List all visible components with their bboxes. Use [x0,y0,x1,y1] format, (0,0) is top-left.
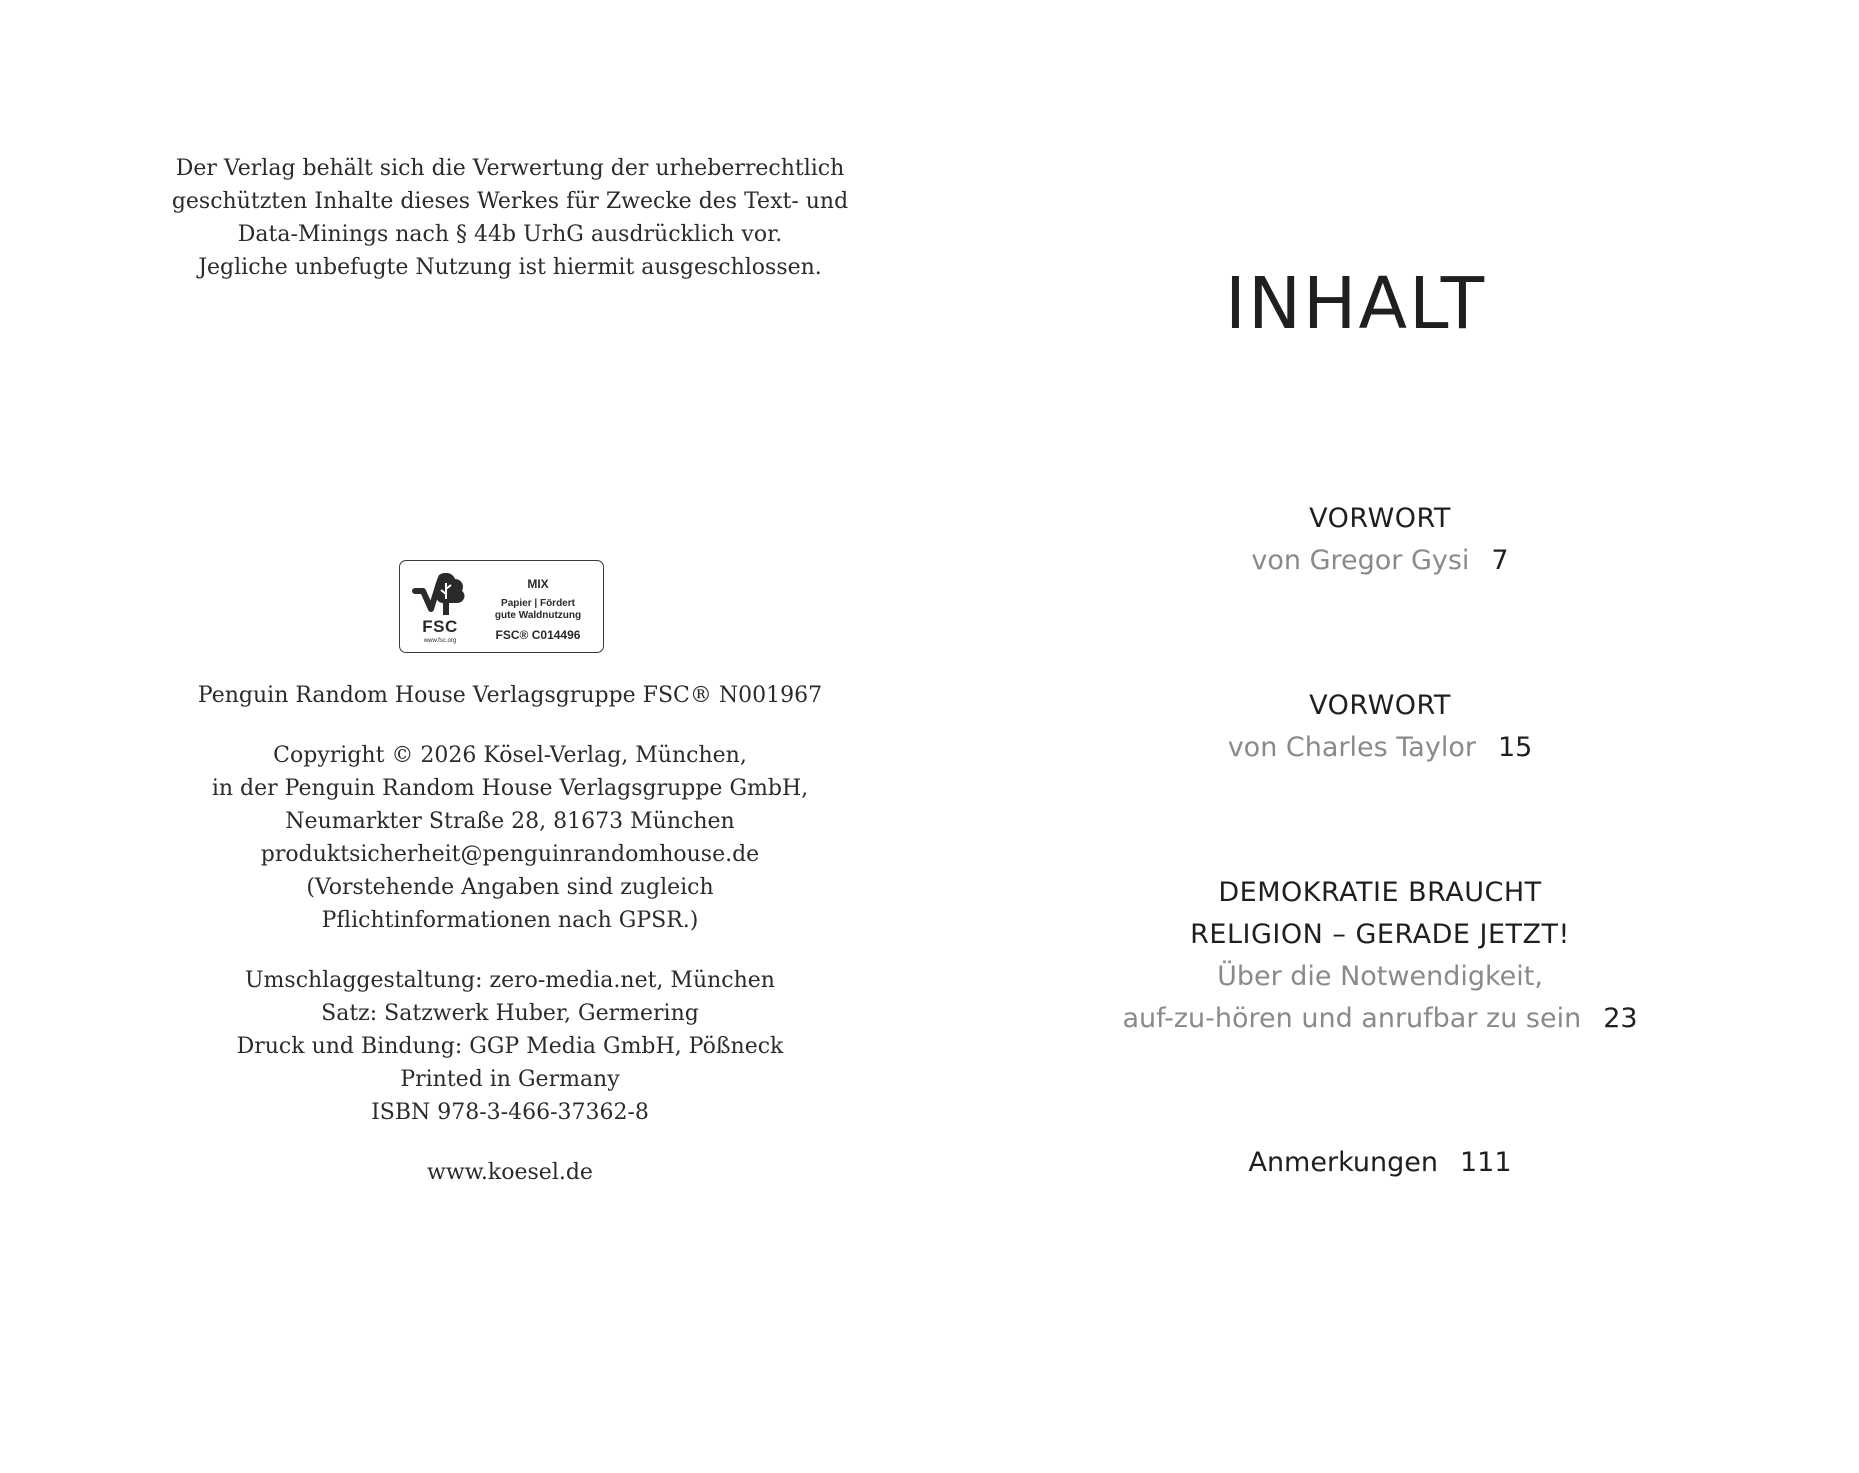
copyright-line: in der Penguin Random House Verlagsgruppe GmbH, [211,776,809,801]
copyright-line: (Vorstehende Angaben sind zugleich [306,875,714,900]
copyright-email: produktsicherheit@penguinrandomhouse.de [260,842,760,867]
toc-page-number: 15 [1497,732,1533,763]
credits-line: Printed in Germany [400,1067,620,1092]
fsc-paper-line: Papier | Fördert [501,598,575,609]
fsc-license-line [130,679,890,712]
credits-block [130,964,890,1129]
toc-entry [1080,498,1680,582]
credits-line: Umschlaggestaltung: zero-media.net, München [245,968,775,993]
rights-notice-line: Data-Minings nach § 44b UrhG ausdrücklich vor. [237,222,783,247]
toc-entry-heading: DEMOKRATIE BRAUCHT [1218,877,1542,908]
toc-entry-subtitle [1060,998,1700,1040]
fsc-logo-text [478,576,598,643]
fsc-logo-url: www.fsc.org [423,638,457,644]
rights-notice-line: Der Verlag behält sich die Verwertung der urheberrechtlich [175,156,845,181]
toc-entry-subtitle [1080,540,1680,582]
toc-entry-subtitle-text: auf-zu-hören und anrufbar zu sein [1122,1003,1582,1034]
toc-entry-subtitle: Über die Notwendigkeit, [1217,961,1543,992]
toc-entry-author: von Charles Taylor [1227,732,1476,763]
toc-entry-heading: VORWORT [1309,503,1451,534]
rights-notice-line: geschützten Inhalte dieses Werkes für Zwecke des Text- und [171,189,849,214]
toc-entry [1060,872,1700,1040]
fsc-logo-label: FSC [422,617,458,636]
fsc-tree-icon [409,569,469,621]
copyright-line: Copyright © 2026 Kösel-Verlag, München, [273,743,747,768]
credits-line: Satz: Satzwerk Huber, Germering [321,1001,699,1026]
website-text: www.koesel.de [427,1160,593,1185]
copyright-line: Neumarkter Straße 28, 81673 München [285,809,735,834]
toc-page-number: 111 [1459,1147,1512,1178]
fsc-mix-label: MIX [527,577,549,591]
toc-page-number: 7 [1491,545,1509,576]
toc-entry-label: Anmerkungen [1248,1147,1438,1178]
toc-page-number: 23 [1603,1003,1638,1034]
copyright-line: Pflichtinformationen nach GPSR.) [321,908,699,933]
credits-line: Druck und Bindung: GGP Media GmbH, Pößneck [236,1034,784,1059]
toc-entry-heading: RELIGION – GERADE JETZT! [1190,919,1570,950]
toc-entry [1080,685,1680,769]
fsc-forest-line: gute Waldnutzung [494,610,582,621]
contents-title: INHALT [1225,262,1487,345]
copyright-block [130,739,890,937]
rights-notice [130,152,890,284]
toc-entry [1080,1142,1680,1184]
fsc-license-text: Penguin Random House Verlagsgruppe FSC® N001967 [197,683,823,708]
rights-notice-line: Jegliche unbefugte Nutzung ist hiermit ausgeschlossen. [198,255,822,280]
toc-entry-author: von Gregor Gysi [1251,545,1470,576]
isbn: ISBN 978-3-466-37362-8 [371,1100,649,1125]
toc-entry-subtitle [1080,727,1680,769]
fsc-logo-box [399,560,604,653]
publisher-website [130,1156,890,1189]
fsc-code: FSC® C014496 [495,628,581,642]
fsc-logo [399,560,604,653]
toc-entry-heading: VORWORT [1309,690,1451,721]
